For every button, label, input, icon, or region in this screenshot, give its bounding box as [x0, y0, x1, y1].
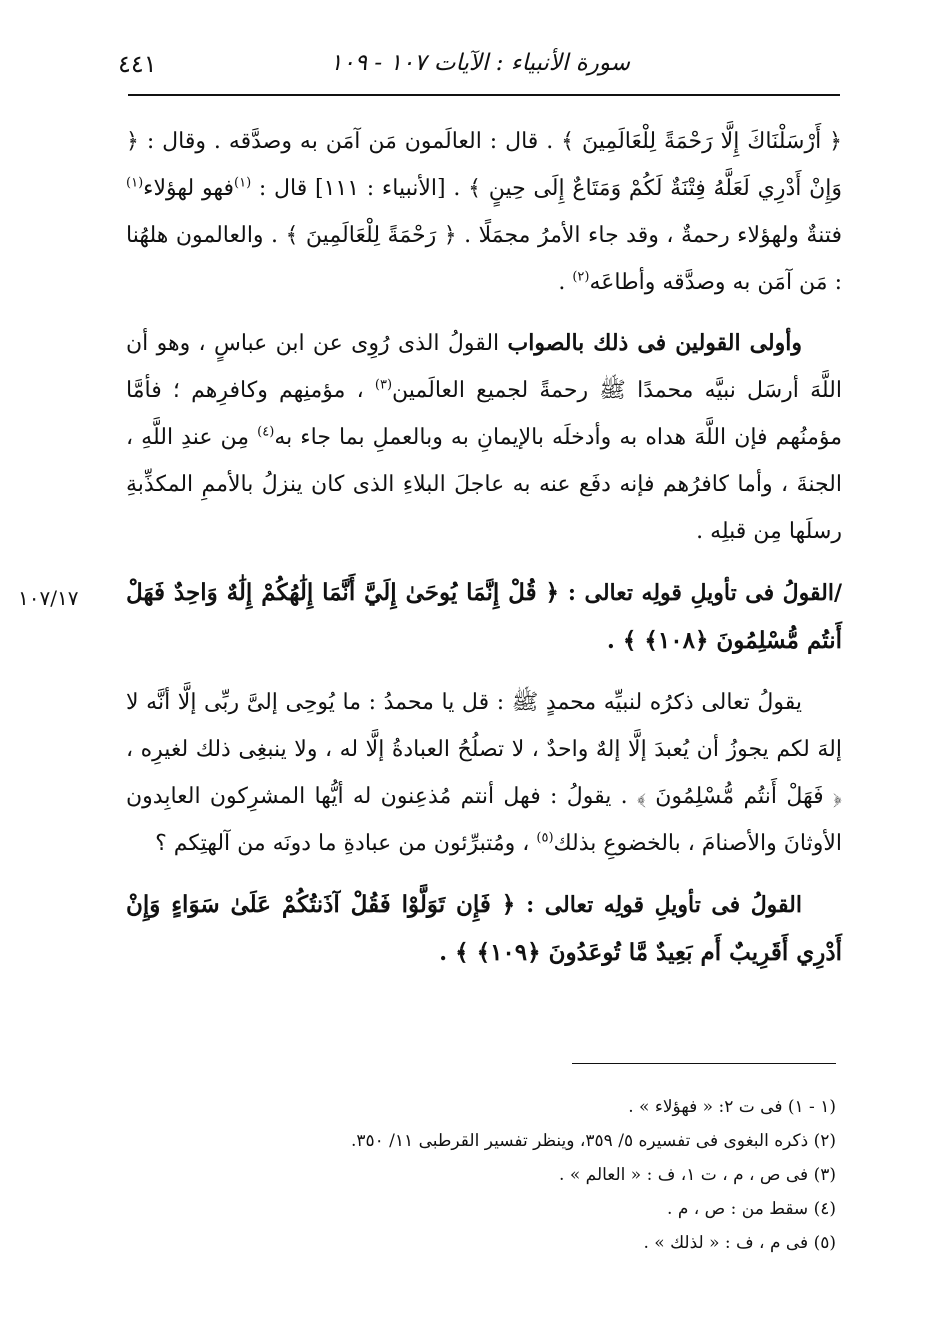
paragraph-2-text: القولُ الذى رُوِى عن ابن عباسٍ ، وهو أن اللَّهَ أرسَل نبيَّه محمدًا ﷺ رحمةً لجميع العالَمين — [126, 331, 842, 403]
paragraph-2-lead: وأولى القولين فى ذلك بالصواب — [507, 330, 802, 356]
page-number: ٤٤١ — [118, 50, 157, 78]
footnote-mark: (١) — [234, 175, 252, 191]
footnotes — [200, 1090, 836, 1260]
paragraph-5-lead: القولُ فى تأويلِ قولِه تعالى : — [526, 892, 802, 918]
paragraph-3 — [126, 569, 842, 665]
paragraph-1-text: ﴿ أَرْسَلْنَاكَ إِلَّا رَحْمَةً لِلْعَالَمِينَ ﴾ . قال : العالَمون مَن آمَن به وصدَّقه . وقال : ﴿ وَإِنْ أَدْرِي لَعَلَّهُ فِتْنَةٌ لَكُمْ وَمَتَاعٌ إِلَى حِينٍ ﴾ . [الأنبياء : ١١١] قال : — [126, 129, 843, 201]
margin-verse-reference: ١٠٧/١٧ — [18, 586, 79, 610]
paragraph-1-quote: فهو لهؤلاء — [143, 176, 235, 201]
quran-verse-109: ﴿ فَإِن تَوَلَّوْا فَقُلْ آذَنتُكُمْ عَلَىٰ سَوَاءٍ وَإِنْ أَدْرِي أَقَرِيبٌ أَم بَعِيدٌ مَّا تُوعَدُونَ ﴿١٠٩﴾ ﴾ . — [126, 891, 842, 966]
paragraph-2-text-3: مِن عندِ اللَّهِ ، الجنةَ ، وأما كافرُهم فإنه دفَع عنه به عاجلَ البلاءِ الذى كان ينزلُ بالأممِ المكذِّبةِ رسلَها مِن قبلِه . — [126, 425, 842, 544]
paragraph-1-end: . — [558, 270, 573, 295]
running-title: سورة الأنبياء : الآيات ١٠٧ - ١٠٩ — [329, 50, 631, 76]
footnote-3: (٣) فى ص ، م ، ت ١، ف : « العالم » . — [559, 1165, 836, 1185]
header-rule — [128, 94, 840, 96]
paragraph-2 — [126, 320, 842, 555]
paragraph-3-lead: /القولُ فى تأويلِ قولِه تعالى : — [567, 580, 842, 606]
paragraph-2-text-2: ، مؤمنِهم وكافرِهم ؛ فأمَّا مؤمنُهم فإن اللَّهَ هداه به وأدخلَه بالإيمانِ به وبالعملِ بما جاء به — [126, 378, 843, 450]
main-text — [126, 118, 842, 991]
footnote-mark: (٥) — [536, 830, 554, 846]
footnote-rule — [572, 1063, 836, 1064]
paragraph-4-text-2: ، ومُتبرِّئون من عبادةِ ما دونَه من آلهتِكم ؟ — [155, 831, 537, 856]
footnote-mark: (٢) — [572, 269, 590, 285]
footnote-2: (٢) ذكره البغوى فى تفسيره ٥/ ٣٥٩، وينظر تفسير القرطبى ١١/ ٣٥٠. — [350, 1131, 836, 1151]
footnote-1: (١ - ١) فى ت ٢: « فهؤلاء » . — [628, 1097, 836, 1117]
paragraph-5 — [126, 881, 842, 977]
quran-verse-108: ﴿ قُلْ إِنَّمَا يُوحَىٰ إِلَيَّ أَنَّمَا إِلَٰهُكُمْ إِلَٰهٌ وَاحِدٌ فَهَلْ أَنتُم مُّسْلِمُونَ ﴿١٠٨﴾ ﴾ . — [126, 579, 842, 654]
paragraph-1-text-2: فتنةٌ ولهؤلاء رحمةٌ ، وقد جاء الأمرُ مجمَلًا . ﴿ رَحْمَةً لِلْعَالَمِينَ ﴾ . والعالمون هلهُنا : مَن آمَن به وصدَّقه وأطاعَه — [126, 223, 842, 295]
footnote-mark: (١) — [126, 175, 144, 191]
footnote-mark: (٤) — [257, 424, 275, 440]
footnote-4: (٤) سقط من : ص ، م . — [667, 1199, 836, 1219]
paragraph-4-text: يقولُ تعالى ذكرُه لنبيِّه محمدٍ ﷺ : قل يا محمدُ : ما يُوحِى إلىَّ ربِّى إلَّا أنَّه لا إلهَ لكم يجوزُ أن يُعبدَ إلَّا إلهٌ واحدٌ ، لا تصلُحُ العبادةُ إلَّا له ، ولا ينبغِى ذلك لغيرِه ، ﴿ فَهَلْ أَنتُم مُّسْلِمُونَ ﴾ . يقولُ : فهل أنتم مُذعِنون له أيُّها المشرِكون العابِدون الأوثانَ والأصنامَ ، بالخضوعِ بذلك — [126, 690, 842, 856]
paragraph-4 — [126, 679, 842, 867]
paragraph-1 — [126, 118, 842, 306]
footnote-5: (٥) فى م ، ف : « لذلك » . — [643, 1233, 836, 1253]
footnote-mark: (٣) — [374, 377, 393, 393]
